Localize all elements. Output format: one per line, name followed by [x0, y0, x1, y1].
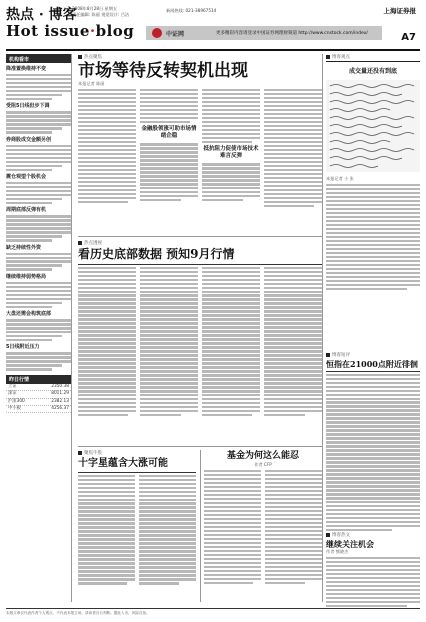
- bottom-left-headline: 十字星蕴含大涨可能: [78, 458, 168, 469]
- kicker-label: 博客观点: [332, 55, 350, 60]
- kicker-label: 聚焦牛股: [84, 451, 102, 456]
- market-quotes-header: 昨日行情: [6, 375, 71, 384]
- right-bottom-kicker: [326, 532, 420, 538]
- middle-headline: 看历史底部数据 预知9月行情: [78, 247, 235, 261]
- brand-en-part-b: blog: [95, 22, 135, 40]
- subheading: 金融股领涨可助市场情绪企稳: [141, 126, 197, 140]
- text-column: [78, 475, 135, 587]
- kicker-label: 博客热文: [332, 533, 350, 538]
- headline-rule: [326, 371, 420, 372]
- site-logo-icon: [152, 28, 162, 38]
- text-column: [140, 89, 198, 209]
- table-row: [6, 399, 71, 406]
- list-item: [6, 66, 71, 100]
- table-row: [6, 406, 71, 413]
- stock-index-value: 2350.38: [51, 383, 69, 389]
- stock-index-value: 8011.29: [51, 391, 69, 397]
- issue-date: 2008年8月28日 星期五: [72, 6, 118, 11]
- banner-slogan: 更多精彩内容请登录中国证券网理财频道 http://www.cnstock.com/index/: [216, 31, 368, 36]
- paper-name: 上海证券报: [383, 7, 416, 15]
- bottom-mid-article: [204, 450, 322, 602]
- column-divider: [200, 450, 201, 602]
- list-item-title: 受阻5日线但步下调: [6, 103, 50, 110]
- stock-index-name: 深证: [8, 391, 17, 397]
- right-top-headline: 成交量还没有到底: [348, 68, 397, 75]
- square-bullet-icon: [78, 55, 82, 59]
- text-column: [78, 267, 136, 418]
- text-column: [265, 470, 322, 586]
- section-brand-en: [6, 22, 134, 40]
- top-article-body: [78, 89, 322, 209]
- headline-rule: [78, 472, 196, 473]
- bottom-mid-headline: 基金为何这么能忍: [226, 451, 299, 461]
- subheading: 抵抗阻力促使市场技术难言反弹: [203, 146, 259, 160]
- bottom-left-body: [78, 475, 196, 587]
- headline-rule: [78, 264, 322, 265]
- page-number: A7: [401, 32, 416, 43]
- table-row: [6, 391, 71, 398]
- bottom-left-kicker: [78, 450, 196, 456]
- editor-credit: 责任编辑: 陈丽 视觉设计: 吕洁: [72, 11, 130, 17]
- right-top-body: [326, 176, 420, 292]
- bottom-mid-byline: 作者 CFP: [254, 462, 272, 467]
- bottom-mid-body: [204, 470, 322, 586]
- list-item-title: 5日线附近压力: [6, 344, 40, 351]
- middle-article-body: [78, 267, 322, 418]
- stock-index-name: 上证: [8, 383, 17, 389]
- stock-index-name: 沪深300: [8, 398, 25, 404]
- right-bottom-article: [326, 532, 420, 609]
- list-item: [6, 103, 71, 133]
- brand-en-part-a: Hot issue: [6, 22, 90, 40]
- square-bullet-icon: [326, 353, 330, 357]
- list-item: [6, 174, 71, 204]
- right-sidebar: [326, 54, 420, 602]
- list-item: [6, 311, 71, 341]
- square-bullet-icon: [326, 533, 330, 537]
- stock-index-value: 4256.37: [51, 406, 69, 411]
- stock-index-name: 中小板: [8, 406, 21, 411]
- kicker-label: 博客短评: [332, 353, 350, 358]
- kicker-label: 热点透视: [84, 241, 102, 246]
- list-item-title: 周期底部反弹有机: [6, 207, 47, 214]
- text-column: [202, 89, 260, 209]
- top-byline: 本报记者 陈丽: [78, 81, 105, 86]
- text-column: [264, 267, 322, 418]
- right-top-kicker: [326, 54, 420, 60]
- list-item: [6, 274, 71, 308]
- middle-article: [78, 240, 322, 442]
- list-item-title: 降准置换维持不变: [6, 66, 47, 72]
- middle-article-kicker: [78, 240, 322, 246]
- column-divider: [322, 54, 323, 602]
- bottom-left-article: [78, 450, 196, 602]
- brand-dot: ·: [89, 22, 96, 40]
- handwriting-scribble-icon: [326, 80, 420, 172]
- right-top-byline: 本报记者 小 张: [326, 176, 354, 181]
- section-brand-cn: 热点 · 博客: [6, 7, 77, 23]
- right-mid-article: [326, 352, 420, 533]
- square-bullet-icon: [78, 241, 82, 245]
- stock-index-value: 2382.13: [51, 398, 69, 404]
- list-item-title: 缺乏持续性外资: [6, 244, 42, 251]
- square-bullet-icon: [326, 55, 330, 59]
- top-headline: 市场等待反转契机出现: [78, 61, 248, 81]
- page-footer: 本版文章仅代表作者个人观点，不代表本报立场，请读者自行判断。据此入市，风险自担。: [6, 608, 420, 616]
- text-column: [204, 470, 261, 586]
- kicker-label: 热点聚焦: [84, 55, 102, 60]
- left-sidebar: [6, 54, 72, 602]
- section-divider: [78, 236, 322, 237]
- list-item: [6, 245, 71, 271]
- list-item-title: 大盘还需会构筑底部: [6, 311, 52, 318]
- news-hotline: 新闻热线: 021-38967514: [166, 8, 217, 13]
- list-item-title: 震仓观望个股机会: [6, 173, 47, 180]
- text-column: [140, 267, 198, 418]
- square-bullet-icon: [78, 451, 82, 455]
- top-article-kicker: [78, 54, 322, 60]
- list-item-title: 继续维持弱势格局: [6, 273, 47, 280]
- list-item: [6, 207, 71, 241]
- right-bottom-headline: 继续关注机会: [326, 539, 374, 549]
- website-banner[interactable]: [146, 26, 382, 40]
- site-logo-text: 中证网: [166, 31, 185, 38]
- right-mid-kicker: [326, 352, 420, 358]
- right-mid-headline: 恒指在21000点附近徘徊: [326, 359, 418, 369]
- right-top-box: [326, 61, 420, 75]
- text-column: [202, 267, 260, 418]
- text-column: [264, 89, 322, 209]
- list-item: [6, 344, 71, 370]
- text-column: [78, 89, 136, 209]
- handwritten-note-image: [326, 80, 420, 172]
- list-item-title: 券商股成交金额另创: [6, 136, 52, 143]
- top-article: [78, 54, 322, 232]
- list-item: [6, 137, 71, 171]
- masthead-rule: [6, 49, 420, 51]
- left-sidebar-header: 机构看市: [6, 54, 71, 63]
- text-column: [139, 475, 196, 587]
- section-divider: [78, 446, 322, 447]
- right-bottom-byline: 作者 熊晓杰: [326, 549, 349, 554]
